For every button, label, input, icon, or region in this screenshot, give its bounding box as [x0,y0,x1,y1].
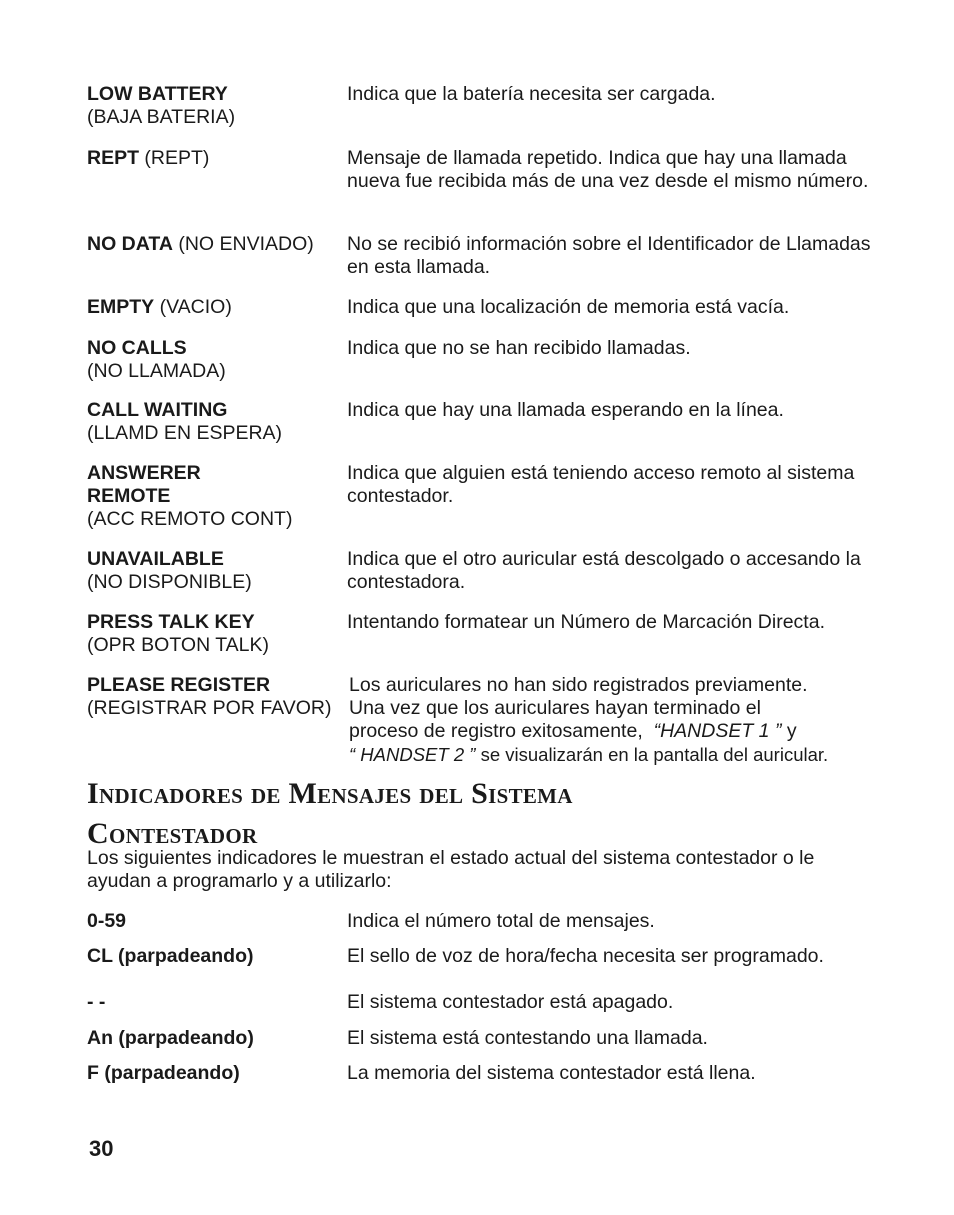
message-term [87,233,337,256]
message-description: Intentando formatear un Número de Marcación Directa. [347,611,825,633]
message-term [87,462,337,531]
message-term-bold: REPT [87,147,140,169]
indicator-description: El sello de voz de hora/fecha necesita ser programado. [347,945,824,967]
handset-2-label: “ HANDSET 2 ” [349,744,476,765]
message-term-bold: ANSWERER [87,462,201,484]
message-term [87,296,337,319]
message-term-bold: NO CALLS [87,337,187,359]
handset-1-label: “HANDSET 1 ” [653,720,782,742]
message-description: Indica que no se han recibido llamadas. [347,337,691,359]
indicator-code: F (parpadeando) [87,1062,240,1084]
description-text: se visualizarán en la pantalla del auricular. [475,744,829,765]
message-term-translation: (NO ENVIADO) [172,233,314,255]
message-term-bold: PRESS TALK KEY [87,611,255,633]
message-term-bold: CALL WAITING [87,399,228,421]
message-description: Indica que una localización de memoria está vacía. [347,296,790,318]
description-text: proceso de registro exitosamente, [349,720,643,742]
message-term [87,399,337,445]
message-term-translation: (LLAMD EN ESPERA) [87,422,283,444]
message-term [87,548,337,594]
indicator-code: 0-59 [87,910,127,932]
message-term-translation: (REGISTRAR POR FAVOR) [87,697,332,719]
message-term [87,83,337,129]
message-term [87,147,337,170]
description-line [349,743,879,766]
description-line: Una vez que los auriculares hayan terminado el [349,697,761,719]
message-term [87,337,337,383]
section-heading-line-1: Indicadores de Mensajes del Sistema [87,777,573,810]
indicator-code: CL (parpadeando) [87,945,254,967]
description-line: Los auriculares no han sido registrados previamente. [349,674,808,696]
section-heading [87,774,887,854]
message-term [87,674,337,720]
message-term-bold: NO DATA [87,233,173,255]
message-term-translation: (REPT) [139,147,210,169]
section-heading-line-2: Contestador [87,817,258,850]
message-term-bold-line2: REMOTE [87,485,171,507]
description-text: y [781,720,797,742]
indicator-description: El sistema contestador está apagado. [347,991,674,1013]
message-term-bold: UNAVAILABLE [87,548,224,570]
message-term-bold: EMPTY [87,296,155,318]
indicator-code: - - [87,991,106,1013]
message-description: Mensaje de llamada repetido. Indica que hay una llamada nueva fue recibida más de una vez desde el mismo número. [347,147,869,192]
message-term-translation: (BAJA BATERIA) [87,106,236,128]
message-description: Indica que el otro auricular está descolgado o accesando la contestadora. [347,548,861,593]
message-description [349,674,879,766]
message-description: Indica que la batería necesita ser cargada. [347,83,716,105]
message-description: Indica que hay una llamada esperando en la línea. [347,399,784,421]
indicator-description: La memoria del sistema contestador está llena. [347,1062,756,1084]
message-term-translation: (NO LLAMADA) [87,360,226,382]
section-intro: Los siguientes indicadores le muestran el estado actual del sistema contestador o le ayudan a programarlo y a utilizarlo: [87,847,815,892]
message-term-translation: (NO DISPONIBLE) [87,571,252,593]
message-term-translation: (ACC REMOTO CONT) [87,508,293,530]
message-term-bold: LOW BATTERY [87,83,228,105]
message-term [87,611,337,657]
indicator-code: An (parpadeando) [87,1027,254,1049]
page-number: 30 [89,1136,114,1161]
message-description: No se recibió información sobre el Identificador de Llamadas en esta llamada. [347,233,871,278]
description-line [349,720,879,743]
indicator-description: El sistema está contestando una llamada. [347,1027,708,1049]
message-term-translation: (VACIO) [154,296,232,318]
indicator-description: Indica el número total de mensajes. [347,910,655,932]
message-term-translation: (OPR BOTON TALK) [87,634,270,656]
message-description: Indica que alguien está teniendo acceso remoto al sistema contestador. [347,462,855,507]
message-term-bold: PLEASE REGISTER [87,674,271,696]
